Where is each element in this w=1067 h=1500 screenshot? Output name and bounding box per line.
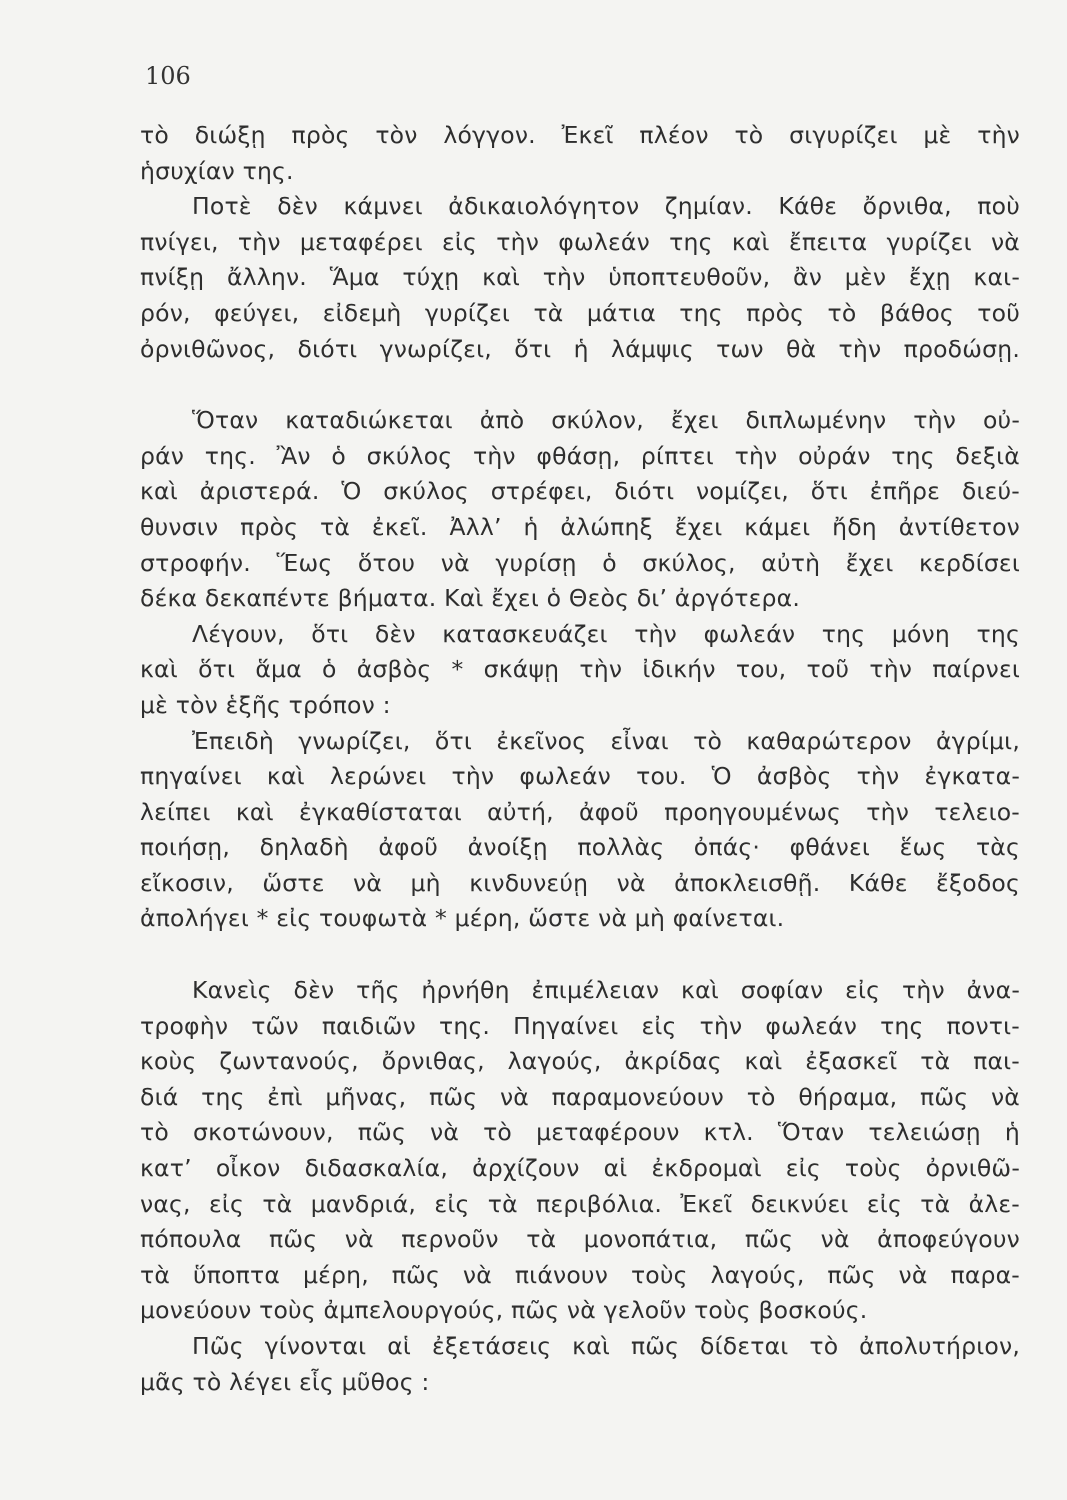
text-line: ρόν, φεύγει, εἰδεμὴ γυρίζει τὰ μάτια της πρὸς τὸ βάθος τοῦ xyxy=(140,298,1020,327)
text-line: τὸ διώξῃ πρὸς τὸν λόγγον. Ἐκεῖ πλέον τὸ σιγυρίζει μὲ τὴν xyxy=(140,121,1020,149)
body-text xyxy=(140,118,1020,1400)
text-line: νας, εἰς τὰ μανδριά, εἰς τὰ περιβόλια. Ἐκεῖ δεικνύει εἰς τὰ ἀλε- xyxy=(140,1189,1020,1218)
text-line: Πῶς γίνονται αἱ ἐξετάσεις καὶ πῶς δίδεται τὸ ἀπολυτήριον, xyxy=(192,1332,1020,1360)
text-line: ἡσυχίαν της. xyxy=(140,156,294,185)
text-line: τὰ ὕποπτα μέρη, πῶς νὰ πιάνουν τοὺς λαγούς, πῶς νὰ παρα- xyxy=(140,1260,1020,1289)
text-line: πηγαίνει καὶ λερώνει τὴν φωλεάν του. Ὁ ἀσβὸς τὴν ἐγκατα- xyxy=(140,762,1020,791)
text-line: ποιήσῃ, δηλαδὴ ἀφοῦ ἀνοίξῃ πολλὰς ὀπάς· φθάνει ἕως τὰς xyxy=(140,833,1020,862)
text-line: Κανεὶς δὲν τῆς ἠρνήθη ἐπιμέλειαν καὶ σοφίαν εἰς τὴν ἀνα- xyxy=(192,976,1020,1005)
text-line: ὀρνιθῶνος, διότι γνωρίζει, ὅτι ἡ λάμψις των θὰ τὴν προδώσῃ. xyxy=(140,334,1020,363)
text-line: καὶ ἀριστερά. Ὁ σκύλος στρέφει, διότι νομίζει, ὅτι ἐπῆρε διεύ- xyxy=(140,477,1020,506)
text-line: κατ’ οἶκον διδασκαλία, ἀρχίζουν αἱ ἐκδρομαὶ εἰς τοὺς ὀρνιθῶ- xyxy=(140,1154,1020,1183)
text-line: κοὺς ζωντανούς, ὄρνιθας, λαγούς, ἀκρίδας καὶ ἐξασκεῖ τὰ παι- xyxy=(140,1047,1020,1076)
text-line: ἀπολήγει * εἰς τουφωτὰ * μέρη, ὥστε νὰ μὴ φαίνεται. xyxy=(140,904,785,933)
text-line: μᾶς τὸ λέγει εἷς μῦθος : xyxy=(140,1367,430,1396)
text-line: Ποτὲ δὲν κάμνει ἀδικαιολόγητον ζημίαν. Κάθε ὄρνιθα, ποὺ xyxy=(192,192,1020,221)
paragraph-gap xyxy=(140,937,1020,973)
text-line: πνίγει, τὴν μεταφέρει εἰς τὴν φωλεάν της καὶ ἔπειτα γυρίζει νὰ xyxy=(140,227,1020,256)
text-line: λείπει καὶ ἐγκαθίσταται αὐτή, ἀφοῦ προηγουμένως τὴν τελειο- xyxy=(140,797,1020,826)
text-line: πόπουλα πῶς νὰ περνοῦν τὰ μονοπάτια, πῶς νὰ ἀποφεύγουν xyxy=(140,1225,1020,1254)
text-line: καὶ ὅτι ἅμα ὁ ἀσβὸς * σκάψῃ τὴν ἰδικήν του, τοῦ τὴν παίρνει xyxy=(140,655,1020,684)
text-line: δέκα δεκαπέντε βήματα. Καὶ ἔχει ὁ Θεὸς δι’ ἀργότερα. xyxy=(140,584,801,613)
text-line: Λέγουν, ὅτι δὲν κατασκευάζει τὴν φωλεάν της μόνη της xyxy=(192,619,1020,648)
text-line: ράν της. Ἂν ὁ σκύλος τὴν φθάσῃ, ρίπτει τὴν οὐράν της δεξιὰ xyxy=(140,441,1020,470)
text-line: πνίξῃ ἄλλην. Ἅμα τύχῃ καὶ τὴν ὑποπτευθοῦν, ἂν μὲν ἔχῃ και- xyxy=(140,263,1020,292)
text-line: μονεύουν τοὺς ἀμπελουργούς, πῶς νὰ γελοῦν τοὺς βοσκούς. xyxy=(140,1296,868,1325)
text-line: θυνσιν πρὸς τὰ ἐκεῖ. Ἀλλ’ ἡ ἀλώπηξ ἔχει κάμει ἤδη ἀντίθετον xyxy=(140,512,1020,541)
text-line: στροφήν. Ἕως ὅτου νὰ γυρίσῃ ὁ σκύλος, αὐτὴ ἔχει κερδίσει xyxy=(140,548,1020,577)
page-number: 106 xyxy=(145,62,191,90)
paragraph-gap xyxy=(140,367,1020,403)
text-line: τροφὴν τῶν παιδιῶν της. Πηγαίνει εἰς τὴν φωλεάν της ποντι- xyxy=(140,1011,1020,1040)
text-line: διά της ἐπὶ μῆνας, πῶς νὰ παραμονεύουν τὸ θήραμα, πῶς νὰ xyxy=(140,1082,1020,1111)
text-line: Ἐπειδὴ γνωρίζει, ὅτι ἐκεῖνος εἶναι τὸ καθαρώτερον ἀγρίμι, xyxy=(192,726,1020,755)
text-line: μὲ τὸν ἑξῆς τρόπον : xyxy=(140,690,391,719)
text-line: εἴκοσιν, ὥστε νὰ μὴ κινδυνεύῃ νὰ ἀποκλεισθῇ. Κάθε ἔξοδος xyxy=(140,868,1020,897)
text-line: τὸ σκοτώνουν, πῶς νὰ τὸ μεταφέρουν κτλ. Ὅταν τελειώσῃ ἡ xyxy=(140,1118,1020,1147)
text-line: Ὅταν καταδιώκεται ἀπὸ σκύλον, ἔχει διπλωμένην τὴν οὐ- xyxy=(192,406,1020,435)
